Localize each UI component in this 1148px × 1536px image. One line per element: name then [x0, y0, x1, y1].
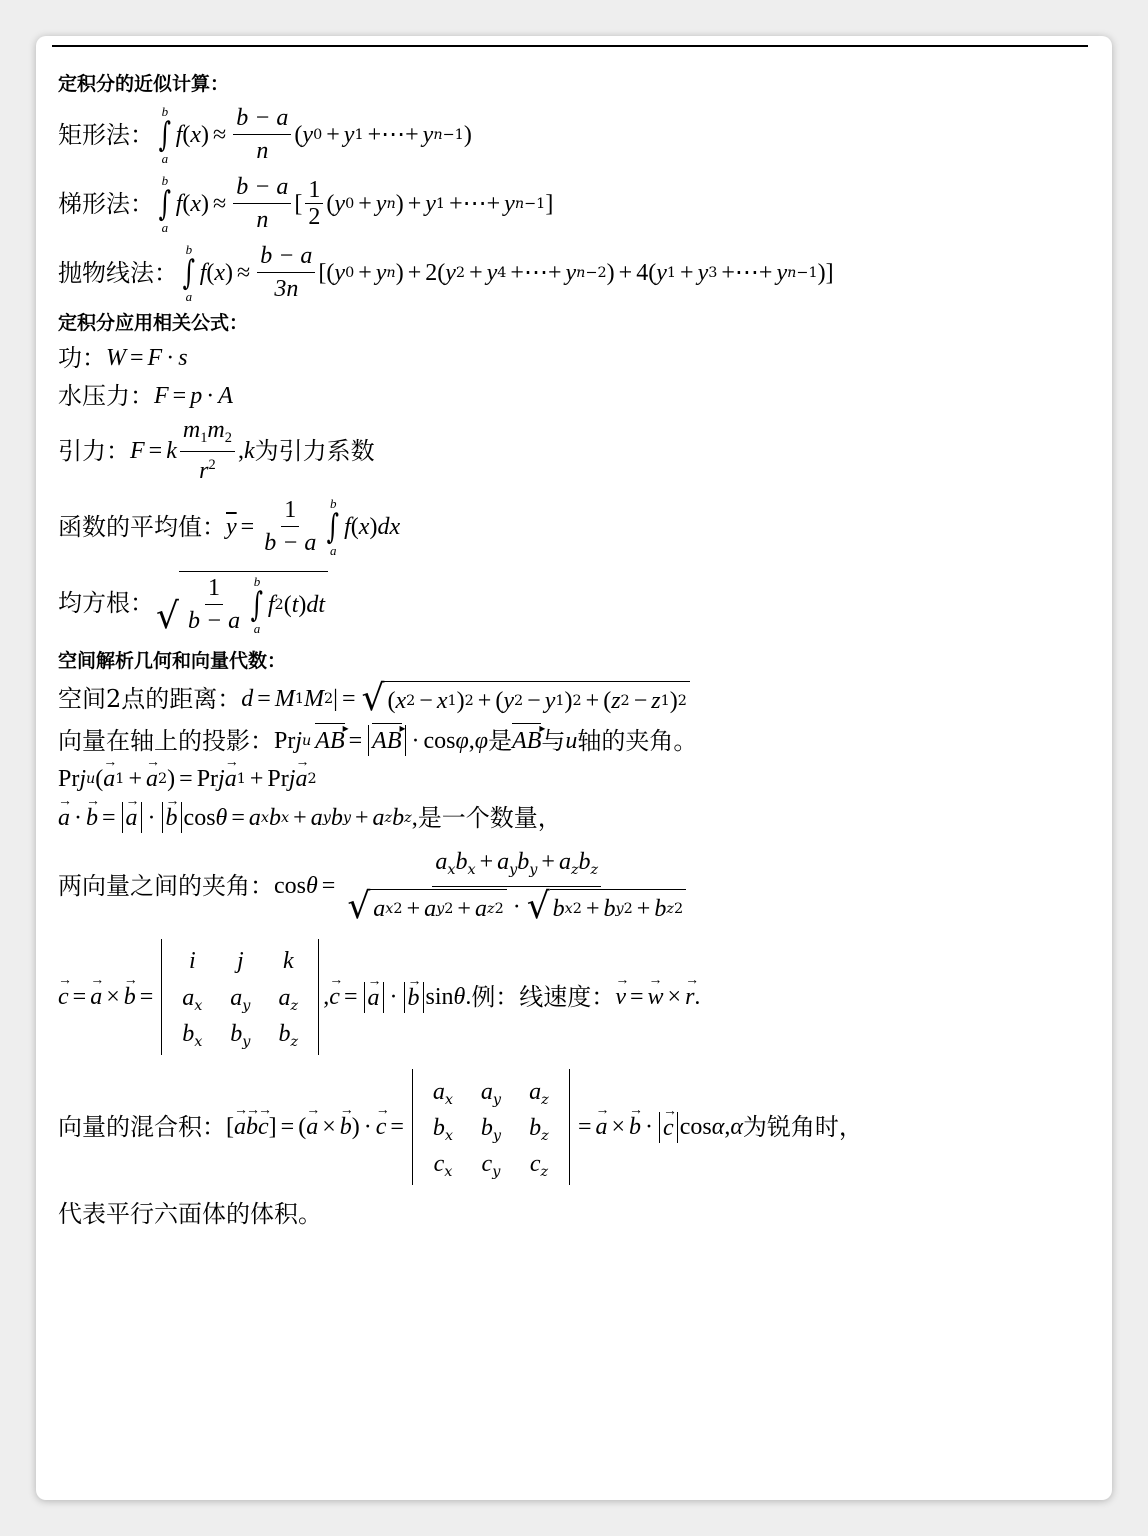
document-content	[58, 66, 1088, 1237]
document-page	[36, 36, 1112, 1500]
radical: √ b x 2 + b y 2 + b z 2	[527, 889, 686, 925]
heading-approx: 定积分的近似计算：	[58, 73, 230, 95]
formula-trapezoid: 梯形法： b ∫ a f ( x ) ≈ $\frac{b - a}{n}$ [ $\frac{1}{2}$ ( y 0 + y n ) + y 1 +⋯+ y n−1 ]	[58, 172, 554, 235]
volume-note: 代表平行六面体的体积。	[58, 1200, 322, 1228]
formula-rms	[58, 571, 1088, 635]
label-work: 功：	[58, 344, 106, 372]
radical: √ a x 2 + a y 2 + a z 2	[347, 889, 506, 925]
fraction: $\frac{1}{b - a}$	[187, 575, 241, 634]
fraction: $\frac{m_1m_2}{r^2}$	[180, 419, 235, 482]
integral-sign: b ∫ a	[250, 573, 264, 636]
projection-note-3: 轴的夹角。	[577, 726, 698, 755]
formula-dot-product: → a · → b = → a · → b cos θ = a x b x + a y b y + a z b z , 是一个数量，	[58, 802, 1088, 833]
integral-sign: b ∫ a	[327, 495, 340, 558]
top-rule	[52, 45, 1088, 47]
label-mixed: 向量的混合积：	[58, 1113, 226, 1141]
label-mean: 函数的平均值：	[58, 512, 226, 541]
fraction: $\frac{1}{2}$	[305, 179, 323, 228]
heading-vectors: 空间解析几何和向量代数：	[58, 650, 287, 672]
formula-simpson: 抛物线法： b ∫ a f ( x ) ≈ $\frac{b - a}{3n}$ [( y 0 + y n ) + 2( y 2 + y 4 +⋯+ y n−2 ) + 4( y 1 + y 3 +⋯+ y n−1 )]	[58, 241, 834, 304]
determinant: i j k $a_x$ $a_y$ $a_z$ $b_x$ $b_y$ $b_z$	[161, 939, 319, 1055]
label-simpson: 抛物线法：	[58, 258, 178, 287]
formula-projection-sum: Pr j u ( → a 1 + → a 2 ) = Pr j → a 1 + Pr j → a 2	[58, 764, 1088, 794]
mixed-note: 为锐角时，	[742, 1113, 863, 1141]
radical: √ $\frac{1}{b - a}$ b ∫ a f 2 ( t ) dt	[156, 571, 328, 635]
formula-rectangle: 矩形法： b ∫ a f ( x ) ≈ $\frac{b - a}{n}$ ( y 0 + y 1 +⋯+ y n−1 )	[58, 103, 472, 166]
heading-applications: 定积分应用相关公式：	[58, 312, 249, 334]
label-pressure: 水压力：	[58, 382, 154, 410]
label-angle: 两向量之间的夹角：	[58, 872, 274, 900]
cross-example: 例：线速度：	[471, 983, 616, 1011]
formula-projection: 向量在轴上的投影： Pr j u AB ▸ = AB ▸ · cos φ , φ 是 AB ▸ 与 u 轴的夹角。	[58, 725, 1088, 756]
formula-pressure: 水压力： F = p · A	[58, 382, 233, 410]
fraction: $\frac{1}{b - a}$	[264, 497, 317, 556]
formula-angle: 两向量之间的夹角： cos θ = $a_xb_x + a_yb_y + a_zb_z$ √ a x 2 + a y 2 + a z 2 · √ b x 2 + b y 2 + b z 2	[58, 847, 1088, 925]
label-trapezoid: 梯形法：	[58, 189, 154, 218]
integral-sign: b ∫ a	[158, 103, 172, 166]
volume-note-line	[58, 1199, 1088, 1229]
projection-note-2: 与	[541, 726, 566, 755]
formula-gravity: 引力： F = k $\frac{m_1m_2}{r^2}$ , k 为引力系数	[58, 417, 375, 484]
formula-mean: 函数的平均值： $\overline{y}$ = $\frac{1}{b - a}$ b ∫ a f ( x ) dx	[58, 495, 401, 558]
label-distance: 空间2点的距离：	[58, 685, 242, 713]
projection-note-1: 是	[488, 726, 513, 755]
formula-distance: 空间2点的距离： d = M 1 M 2 | = √ ( x 2 − x 1 ) 2 + ( y 2 − y 1 ) 2 + ( z 2 − z 1 ) 2	[58, 681, 1088, 717]
integral-sign: b ∫ a	[158, 172, 172, 235]
fraction: $\frac{b - a}{3n}$	[257, 242, 315, 303]
radical: √ ( x 2 − x 1 ) 2 + ( y 2 − y 1 ) 2 + ( z 2 − z 1 ) 2	[362, 681, 690, 717]
label-gravity: 引力：	[58, 436, 130, 465]
gravity-note: 为引力系数	[254, 436, 375, 465]
formula-mixed-product: 向量的混合积： [ → a → b → c ] = ( → a × → b ) · → c = $a_x$ $a_y$ $a_z$ $b_x$ $b_y$ $b_z$ $c_x$ $c_y$ $c_z$ = → a × → b · → c cos α , α 为锐角时，	[58, 1069, 1088, 1185]
determinant: $a_x$ $a_y$ $a_z$ $b_x$ $b_y$ $b_z$ $c_x$ $c_y$ $c_z$	[412, 1069, 570, 1185]
fraction: $\frac{b - a}{n}$	[233, 173, 291, 234]
formula-work: 功： W = F · s	[58, 344, 188, 372]
formula-cross-product: → c = → a × → b = i j k $a_x$ $a_y$ $a_z$ $b_x$ $b_y$ $b_z$ , → c = → a · → b sin θ . 例：线速度： → v = → w × → r .	[58, 939, 1088, 1055]
label-projection: 向量在轴上的投影：	[58, 726, 274, 755]
fraction: $\frac{b - a}{n}$	[233, 104, 291, 165]
label-rectangle: 矩形法：	[58, 120, 154, 149]
dot-note: 是一个数量，	[417, 803, 562, 832]
fraction: $a_xb_x + a_yb_y + a_zb_z$ √ a x 2 + a y 2 + a z 2 · √ b x 2 + b y 2 + b z 2	[342, 847, 691, 925]
label-rms: 均方根：	[58, 589, 154, 617]
integral-sign: b ∫ a	[182, 241, 196, 304]
